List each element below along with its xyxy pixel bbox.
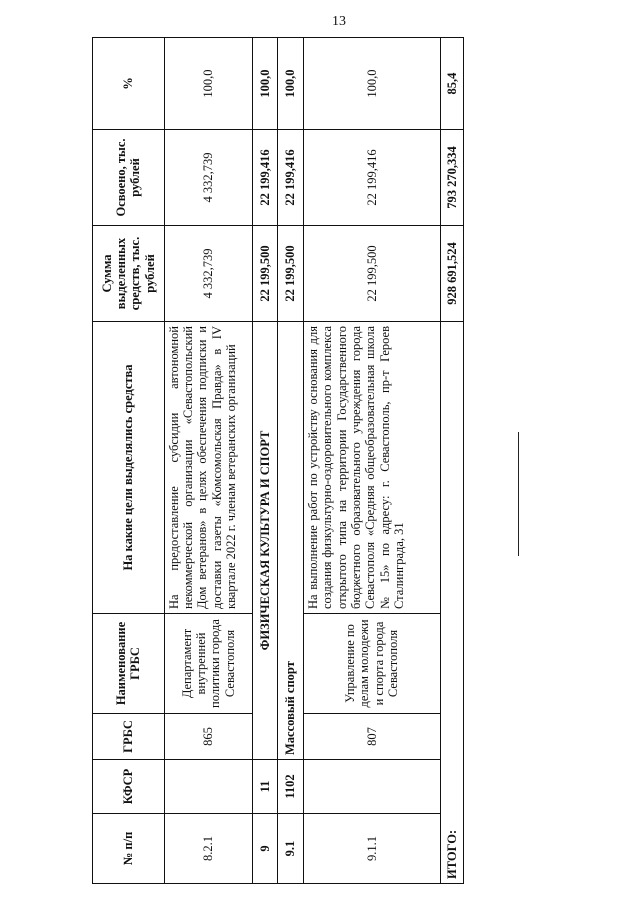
- header-num: № п/п: [93, 814, 165, 884]
- cell-num: 9.1: [278, 814, 303, 884]
- cell-name: Управление по делам молодежи и спорта города Севастополя: [303, 614, 440, 714]
- header-purpose: На какие цели выделялись средства: [93, 322, 165, 614]
- header-row: [93, 38, 165, 884]
- rotated-table-wrapper: [92, 38, 464, 884]
- cell-amount: 22 199,500: [303, 226, 440, 322]
- total-amount: 928 691,524: [440, 226, 463, 322]
- header-kfsr: КФСР: [93, 760, 165, 814]
- cell-spent: 22 199,416: [278, 130, 303, 226]
- cell-amount: 22 199,500: [253, 226, 278, 322]
- cell-kfsr: [303, 760, 440, 814]
- cell-grbs: 865: [164, 714, 253, 760]
- cell-percent: 100,0: [278, 38, 303, 130]
- cell-name: Департамент внутренней политики города Севастополя: [164, 614, 253, 714]
- total-percent: 85,4: [440, 38, 463, 130]
- table-row-9: [253, 38, 278, 884]
- section-title: ФИЗИЧЕСКАЯ КУЛЬТУРА И СПОРТ: [253, 322, 278, 760]
- total-spent: 793 270,334: [440, 130, 463, 226]
- table-row-9-1: [278, 38, 303, 884]
- subsection-title: Массовый спорт: [278, 322, 303, 760]
- cell-amount: 22 199,500: [278, 226, 303, 322]
- header-name: Наименование ГРБС: [93, 614, 165, 714]
- cell-kfsr: [164, 760, 253, 814]
- header-grbs: ГРБС: [93, 714, 165, 760]
- cell-num: 9: [253, 814, 278, 884]
- cell-percent: 100,0: [164, 38, 253, 130]
- cell-grbs: 807: [303, 714, 440, 760]
- cell-percent: 100,0: [303, 38, 440, 130]
- table-row-9-1-1: [303, 38, 440, 884]
- cell-amount: 4 332,739: [164, 226, 253, 322]
- cell-purpose: На предоставление субсидии автономной некоммерческой организации «Севастопольский Дом ветеранов» в целях обеспечения подписки и доставки газеты «Комсомольская Правда» в IV квартале 2022 г. членам ветеранских организаций: [164, 322, 253, 614]
- cell-percent: 100,0: [253, 38, 278, 130]
- table-row-8-2-1: [164, 38, 253, 884]
- header-amount: Сумма выделенных средств, тыс. рублей: [93, 226, 165, 322]
- cell-kfsr: 1102: [278, 760, 303, 814]
- expenditure-table: [92, 37, 464, 884]
- cell-spent: 22 199,416: [303, 130, 440, 226]
- cell-num: 8.2.1: [164, 814, 253, 884]
- header-percent: %: [93, 38, 165, 130]
- page-number: 13: [332, 14, 346, 29]
- cell-purpose: На выполнение работ по устройству основания для создания физкультурно-оздоровительного комплекса открытого типа на территории Государственного бюджетного образовательного учреждения города Севастополя «Средняя общеобразовательная школа № 15» по адресу: г. Севастополь, пр-т Героев Сталинграда, 31: [303, 322, 440, 614]
- header-spent: Освоено, тыс. рублей: [93, 130, 165, 226]
- cell-kfsr: 11: [253, 760, 278, 814]
- cell-spent: 22 199,416: [253, 130, 278, 226]
- signature-line: [518, 432, 519, 556]
- cell-num: 9.1.1: [303, 814, 440, 884]
- table-row-total: [440, 38, 463, 884]
- cell-spent: 4 332,739: [164, 130, 253, 226]
- total-label: ИТОГО:: [440, 322, 463, 884]
